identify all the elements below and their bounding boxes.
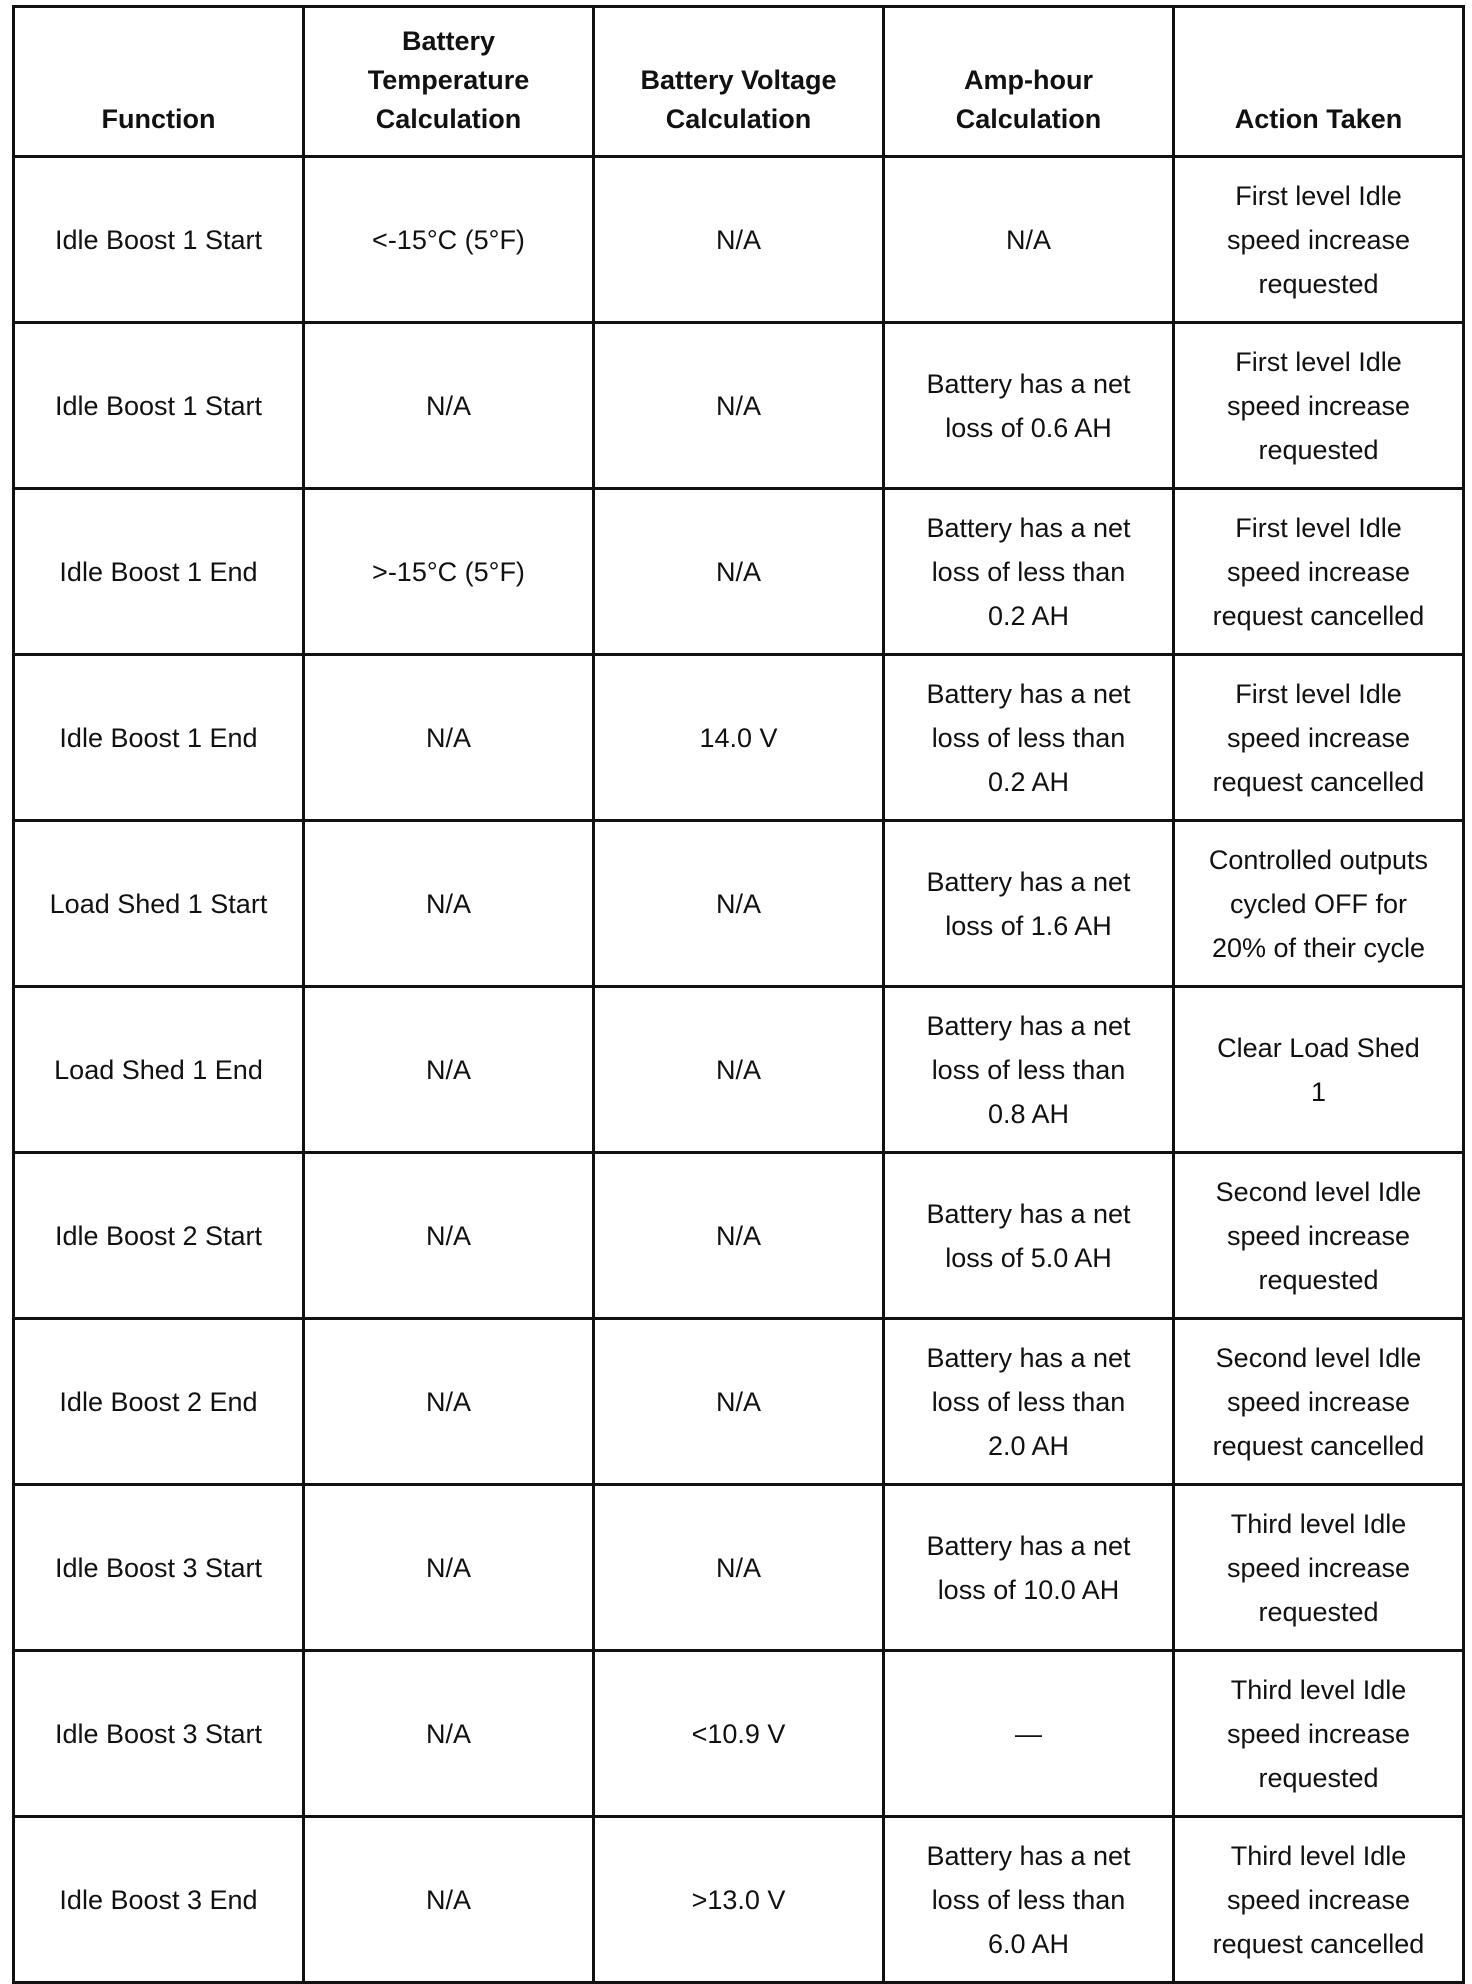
cell-action-taken: First level Idle speed increase request cancelled — [1174, 489, 1464, 655]
cell-battery-temperature: N/A — [304, 323, 594, 489]
cell-function: Idle Boost 2 End — [14, 1319, 304, 1485]
cell-function: Idle Boost 1 Start — [14, 157, 304, 323]
battery-idle-boost-table — [12, 5, 1465, 1984]
table-row — [14, 323, 1464, 489]
table-body — [14, 157, 1464, 1983]
cell-function: Load Shed 1 Start — [14, 821, 304, 987]
cell-action-taken: Second level Idle speed increase request cancelled — [1174, 1319, 1464, 1485]
cell-amp-hour: Battery has a net loss of less than 6.0 AH — [884, 1817, 1174, 1983]
cell-battery-voltage: >13.0 V — [594, 1817, 884, 1983]
cell-action-taken: First level Idle speed increase requested — [1174, 323, 1464, 489]
header-battery-voltage: Battery Voltage Calculation — [594, 7, 884, 157]
cell-battery-voltage: N/A — [594, 157, 884, 323]
cell-amp-hour: Battery has a net loss of 5.0 AH — [884, 1153, 1174, 1319]
cell-battery-voltage: N/A — [594, 1485, 884, 1651]
table-row — [14, 655, 1464, 821]
cell-amp-hour: Battery has a net loss of less than 0.2 AH — [884, 489, 1174, 655]
cell-function: Idle Boost 3 Start — [14, 1651, 304, 1817]
cell-battery-temperature: N/A — [304, 1651, 594, 1817]
cell-amp-hour: — — [884, 1651, 1174, 1817]
table-header — [14, 7, 1464, 157]
table-row — [14, 157, 1464, 323]
cell-amp-hour: Battery has a net loss of less than 2.0 AH — [884, 1319, 1174, 1485]
table-row — [14, 987, 1464, 1153]
cell-action-taken: Second level Idle speed increase requested — [1174, 1153, 1464, 1319]
header-amp-hour: Amp-hour Calculation — [884, 7, 1174, 157]
table-row — [14, 821, 1464, 987]
cell-battery-voltage: 14.0 V — [594, 655, 884, 821]
cell-action-taken: First level Idle speed increase request cancelled — [1174, 655, 1464, 821]
cell-battery-temperature: N/A — [304, 1319, 594, 1485]
cell-function: Idle Boost 1 End — [14, 489, 304, 655]
cell-function: Idle Boost 2 Start — [14, 1153, 304, 1319]
cell-action-taken: Clear Load Shed 1 — [1174, 987, 1464, 1153]
cell-amp-hour: N/A — [884, 157, 1174, 323]
cell-function: Idle Boost 1 Start — [14, 323, 304, 489]
cell-action-taken: Third level Idle speed increase requested — [1174, 1651, 1464, 1817]
cell-function: Load Shed 1 End — [14, 987, 304, 1153]
cell-battery-voltage: N/A — [594, 323, 884, 489]
cell-amp-hour: Battery has a net loss of 0.6 AH — [884, 323, 1174, 489]
table-row — [14, 1485, 1464, 1651]
table-row — [14, 1651, 1464, 1817]
cell-battery-temperature: N/A — [304, 1485, 594, 1651]
cell-amp-hour: Battery has a net loss of less than 0.2 AH — [884, 655, 1174, 821]
cell-battery-temperature: <-15°C (5°F) — [304, 157, 594, 323]
cell-action-taken: Third level Idle speed increase requested — [1174, 1485, 1464, 1651]
header-function: Function — [14, 7, 304, 157]
cell-battery-temperature: N/A — [304, 1817, 594, 1983]
header-battery-temperature: Battery Temperature Calculation — [304, 7, 594, 157]
cell-battery-temperature: N/A — [304, 1153, 594, 1319]
cell-battery-temperature: >-15°C (5°F) — [304, 489, 594, 655]
cell-amp-hour: Battery has a net loss of 10.0 AH — [884, 1485, 1174, 1651]
cell-amp-hour: Battery has a net loss of less than 0.8 AH — [884, 987, 1174, 1153]
cell-action-taken: Third level Idle speed increase request cancelled — [1174, 1817, 1464, 1983]
table-row — [14, 489, 1464, 655]
cell-action-taken: First level Idle speed increase requested — [1174, 157, 1464, 323]
table-row — [14, 1319, 1464, 1485]
cell-battery-voltage: N/A — [594, 987, 884, 1153]
cell-battery-voltage: N/A — [594, 821, 884, 987]
table-row — [14, 1153, 1464, 1319]
cell-battery-temperature: N/A — [304, 821, 594, 987]
cell-function: Idle Boost 3 End — [14, 1817, 304, 1983]
cell-battery-voltage: N/A — [594, 489, 884, 655]
cell-action-taken: Controlled outputs cycled OFF for 20% of their cycle — [1174, 821, 1464, 987]
cell-battery-voltage: <10.9 V — [594, 1651, 884, 1817]
cell-battery-voltage: N/A — [594, 1153, 884, 1319]
header-row — [14, 7, 1464, 157]
cell-battery-voltage: N/A — [594, 1319, 884, 1485]
table-row — [14, 1817, 1464, 1983]
cell-battery-temperature: N/A — [304, 987, 594, 1153]
cell-function: Idle Boost 3 Start — [14, 1485, 304, 1651]
cell-amp-hour: Battery has a net loss of 1.6 AH — [884, 821, 1174, 987]
cell-battery-temperature: N/A — [304, 655, 594, 821]
cell-function: Idle Boost 1 End — [14, 655, 304, 821]
header-action-taken: Action Taken — [1174, 7, 1464, 157]
